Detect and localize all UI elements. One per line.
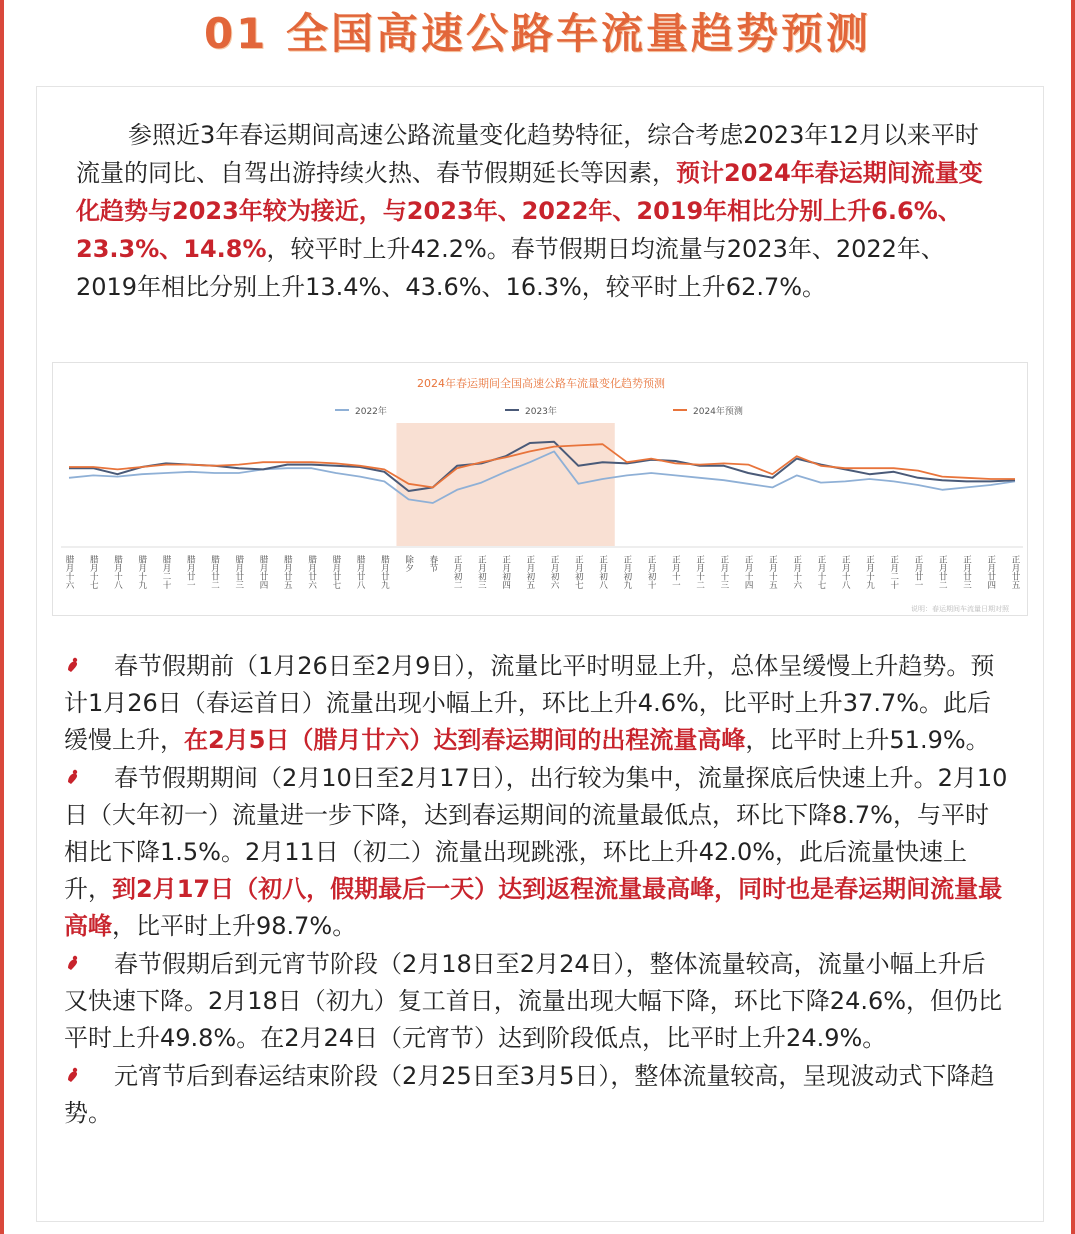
page-title: 01 全国高速公路车流量趋势预测 xyxy=(203,9,872,58)
x-tick-label: 正月十九 xyxy=(864,555,875,589)
bullet-dot-icon xyxy=(64,948,114,968)
bullet-list xyxy=(64,648,1009,1133)
x-tick-label: 春节 xyxy=(427,555,438,572)
x-tick-label: 腊月十八 xyxy=(112,555,123,589)
x-tick-label: 腊月廿六 xyxy=(306,555,317,589)
bullet-highlight-1: 在2月5日（腊月廿六）达到春运期间的出程流量高峰 xyxy=(184,726,746,754)
x-tick-label: 腊月廿一 xyxy=(185,555,196,589)
x-tick-label: 正月十一 xyxy=(670,555,681,589)
x-tick-label: 腊月廿五 xyxy=(282,555,293,589)
chart-source-note: 说明：春运期间车流量日期对照 xyxy=(911,605,1009,613)
intro-text-2: ，较平时上升42.2%。春节假期日均流量与2023年、2022年、2019年相比分别上升13.4%、43.6%、16.3%，较平时上升62.7%。 xyxy=(76,235,945,301)
x-tick-label: 腊月廿三 xyxy=(233,555,244,589)
traffic-chart-svg xyxy=(53,363,1029,617)
bullet-item-2 xyxy=(64,760,1009,945)
x-tick-label: 正月二十 xyxy=(888,555,899,589)
x-tick-label: 正月初二 xyxy=(452,555,463,589)
bullet-dot-icon xyxy=(64,650,114,670)
bullet-text-2a: 春节假期期间（2月10日至2月17日），出行较为集中，流量探底后快速上升。2月10日（大年初一）流量进一步下降，达到春运期间的流量最低点，环比下降8.7%，与平时相比下降1.5%。2月11日（初二）流量出现跳涨，环比上升42.0%，此后流量快速上升， xyxy=(64,764,1008,903)
x-tick-label: 正月初五 xyxy=(524,555,535,589)
legend-label: 2022年 xyxy=(355,407,387,417)
x-tick-label: 正月廿二 xyxy=(937,555,948,589)
x-tick-label: 正月初七 xyxy=(573,555,584,589)
legend-label: 2023年 xyxy=(525,407,557,417)
legend-label: 2024年预测 xyxy=(693,407,743,417)
x-tick-label: 正月初四 xyxy=(500,555,511,589)
x-tick-label: 腊月二十 xyxy=(161,555,172,589)
bullet-dot-icon xyxy=(64,1060,114,1080)
chart-title: 2024年春运期间全国高速公路车流量变化趋势预测 xyxy=(417,377,665,390)
bullet-item-4 xyxy=(64,1058,1009,1132)
x-tick-label: 腊月十六 xyxy=(64,555,74,589)
traffic-chart xyxy=(52,362,1028,616)
x-tick-label: 除夕 xyxy=(403,555,414,572)
x-tick-label: 正月初十 xyxy=(646,555,657,589)
x-tick-label: 正月十五 xyxy=(767,555,778,589)
x-tick-label: 正月十三 xyxy=(718,555,729,589)
bullet-text-3: 春节假期后到元宵节阶段（2月18日至2月24日），整体流量较高，流量小幅上升后又快速下降。2月18日（初九）复工首日，流量出现大幅下降，环比下降24.6%，但仍比平时上升49.8%。在2月24日（元宵节）达到阶段低点，比平时上升24.9%。 xyxy=(64,950,1003,1052)
x-tick-label: 正月初九 xyxy=(621,555,632,589)
left-border xyxy=(0,0,4,1234)
bullet-text-4: 元宵节后到春运结束阶段（2月25日至3月5日），整体流量较高，呈现波动式下降趋势。 xyxy=(64,1062,995,1127)
bullet-item-3 xyxy=(64,946,1009,1057)
right-border xyxy=(1071,0,1075,1234)
x-tick-label: 正月初八 xyxy=(597,555,608,589)
bullet-dot-icon xyxy=(64,762,114,782)
x-tick-label: 腊月廿二 xyxy=(209,555,220,589)
x-tick-label: 正月廿三 xyxy=(961,555,972,589)
x-tick-label: 正月十七 xyxy=(815,555,826,589)
x-tick-label: 腊月十七 xyxy=(88,555,99,589)
x-tick-label: 腊月廿九 xyxy=(379,555,390,589)
intro-paragraph xyxy=(76,116,1001,306)
intro-highlight: 预计2024年春运期间流量变化趋势与2023年较为接近，与2023年、2022年、2019年相比分别上升6.6%、23.3%、14.8% xyxy=(76,159,983,263)
x-tick-label: 正月初三 xyxy=(476,555,487,589)
highlight-band xyxy=(396,423,614,546)
bullet-highlight-2: 到2月17日（初八，假期最后一天）达到返程流量最高峰，同时也是春运期间流量最高峰 xyxy=(64,875,1003,940)
x-tick-label: 腊月廿七 xyxy=(330,555,341,589)
x-tick-label: 正月廿四 xyxy=(985,555,996,589)
x-tick-label: 正月十二 xyxy=(694,555,705,589)
x-tick-label: 正月十四 xyxy=(743,555,754,589)
x-tick-label: 正月初六 xyxy=(549,555,560,589)
x-tick-label: 腊月廿八 xyxy=(355,555,366,589)
x-tick-label: 腊月廿四 xyxy=(258,555,269,589)
x-tick-label: 正月廿一 xyxy=(912,555,923,589)
x-tick-label: 腊月十九 xyxy=(136,555,147,589)
intro-text-1: 参照近3年春运期间高速公路流量变化趋势特征，综合考虑2023年12月以来平时流量的同比、自驾出游持续火热、春节假期延长等因素， xyxy=(76,121,979,187)
bullet-text-1b: ，比平时上升51.9%。 xyxy=(745,726,990,754)
bullet-text-1a: 春节假期前（1月26日至2月9日），流量比平时明显上升，总体呈缓慢上升趋势。预计1月26日（春运首日）流量出现小幅上升，环比上升4.6%，比平时上升37.7%。此后缓慢上升， xyxy=(64,652,995,754)
x-tick-label: 正月廿五 xyxy=(1010,555,1020,589)
bullet-item-1 xyxy=(64,648,1009,759)
x-tick-label: 正月十八 xyxy=(840,555,851,589)
x-tick-label: 正月十六 xyxy=(791,555,802,589)
bullet-text-2b: ，比平时上升98.7%。 xyxy=(112,912,357,940)
